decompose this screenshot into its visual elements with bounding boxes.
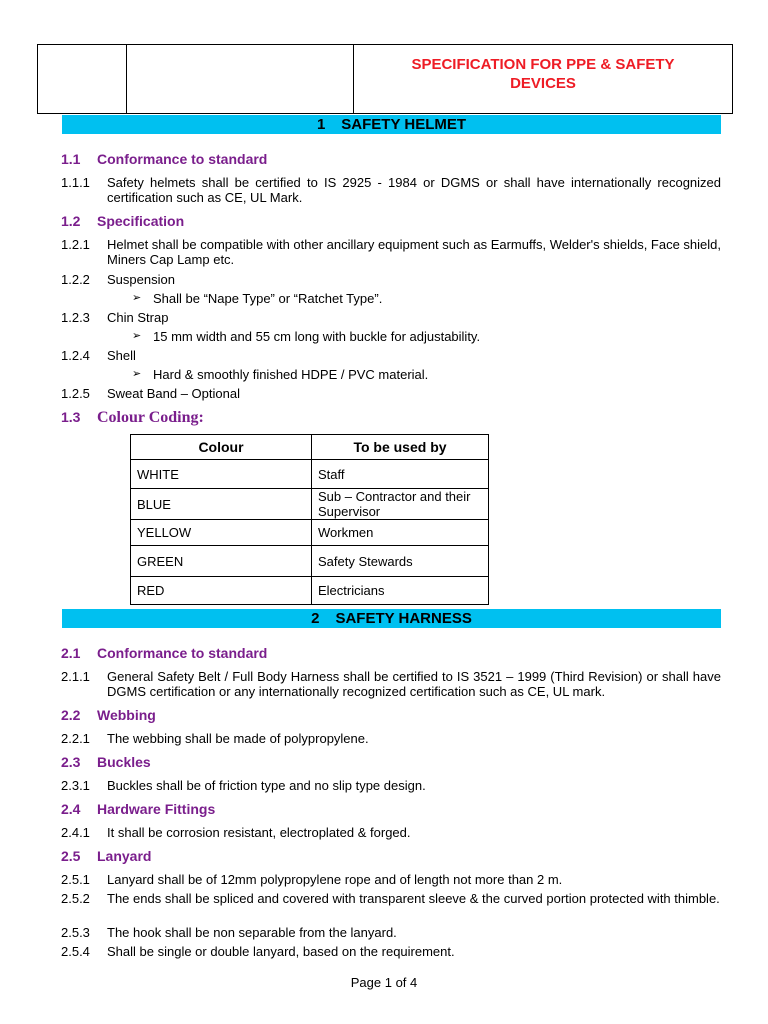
- clause-1-2-4: 1.2.4 Shell: [61, 348, 136, 363]
- table-cell: Staff: [312, 460, 489, 489]
- arrow-bullet-icon: ➢: [132, 292, 142, 304]
- bullet-chin-strap: ➢ 15 mm width and 55 cm long with buckle for adjustability.: [132, 329, 481, 344]
- subheading-1-3: 1.3 Colour Coding:: [61, 409, 204, 426]
- bullet-shell: ➢ Hard & smoothly finished HDPE / PVC material.: [132, 367, 429, 382]
- table-row: [131, 520, 489, 546]
- clause-2-2-1: 2.2.1 The webbing shall be made of polypropylene.: [61, 731, 369, 746]
- subheading-2-4: 2.4 Hardware Fittings: [61, 801, 216, 817]
- header-cell-blank: [127, 45, 354, 113]
- table-cell: BLUE: [131, 489, 312, 520]
- table-row: [131, 460, 489, 489]
- subheading-1-1: 1.1 Conformance to standard: [61, 151, 268, 167]
- clause-1-2-3: 1.2.3 Chin Strap: [61, 310, 169, 325]
- arrow-bullet-icon: ➢: [132, 330, 142, 342]
- table-cell: Workmen: [312, 520, 489, 546]
- table-cell: Electricians: [312, 577, 489, 605]
- table-cell: WHITE: [131, 460, 312, 489]
- section-heading-safety-harness: 2 SAFETY HARNESS: [62, 609, 721, 628]
- column-header: Colour: [131, 435, 312, 460]
- table-row: [131, 546, 489, 577]
- subheading-2-3: 2.3 Buckles: [61, 754, 151, 770]
- subheading-2-5: 2.5 Lanyard: [61, 848, 152, 864]
- arrow-bullet-icon: ➢: [132, 368, 142, 380]
- clause-1-2-5: 1.2.5 Sweat Band – Optional: [61, 386, 240, 401]
- table-row: [131, 489, 489, 520]
- document-title: SPECIFICATION FOR PPE & SAFETY DEVICES: [411, 56, 675, 92]
- table-header-row: [131, 435, 489, 460]
- section-heading-safety-helmet: 1 SAFETY HELMET: [62, 115, 721, 134]
- table-cell: YELLOW: [131, 520, 312, 546]
- page-number: Page 1 of 4: [350, 975, 418, 990]
- table-cell: Safety Stewards: [312, 546, 489, 577]
- table-cell: GREEN: [131, 546, 312, 577]
- table-row: [131, 577, 489, 605]
- table-cell: RED: [131, 577, 312, 605]
- clause-2-3-1: 2.3.1 Buckles shall be of friction type and no slip type design.: [61, 778, 426, 793]
- clause-2-5-2: 2.5.2 The ends shall be spliced and covered with transparent sleeve & the curved portion protected with thimble.: [61, 891, 720, 906]
- colour-coding-table: [130, 434, 489, 605]
- clause-2-5-4: 2.5.4 Shall be single or double lanyard, based on the requirement.: [61, 944, 455, 959]
- clause-1-2-2: 1.2.2 Suspension: [61, 272, 175, 287]
- column-header: To be used by: [312, 435, 489, 460]
- clause-1-1-1: 1.1.1 Safety helmets shall be certified to IS 2925 - 1984 or DGMS or shall have internationally recognized certification such as CE, UL Mark.: [61, 175, 721, 205]
- bullet-suspension: ➢ Shall be “Nape Type” or “Ratchet Type”.: [132, 291, 383, 306]
- header-cell-logo: [38, 45, 127, 113]
- clause-2-5-3: 2.5.3 The hook shall be non separable from the lanyard.: [61, 925, 397, 940]
- subheading-2-2: 2.2 Webbing: [61, 707, 156, 723]
- clause-2-1-1: 2.1.1 General Safety Belt / Full Body Harness shall be certified to IS 3521 – 1999 (Third Revision) or shall have DGMS certification or any internationally recognized certification such as CE, UL mark.: [61, 669, 721, 699]
- document-header: [37, 44, 733, 114]
- clause-2-5-1: 2.5.1 Lanyard shall be of 12mm polypropylene rope and of length not more than 2 m.: [61, 872, 563, 887]
- table-cell: Sub – Contractor and their Supervisor: [312, 489, 489, 520]
- clause-1-2-1: 1.2.1 Helmet shall be compatible with other ancillary equipment such as Earmuffs, Welder's shields, Face shield, Miners Cap Lamp etc.: [61, 237, 722, 267]
- subheading-1-2: 1.2 Specification: [61, 213, 185, 229]
- subheading-2-1: 2.1 Conformance to standard: [61, 645, 268, 661]
- clause-2-4-1: 2.4.1 It shall be corrosion resistant, electroplated & forged.: [61, 825, 411, 840]
